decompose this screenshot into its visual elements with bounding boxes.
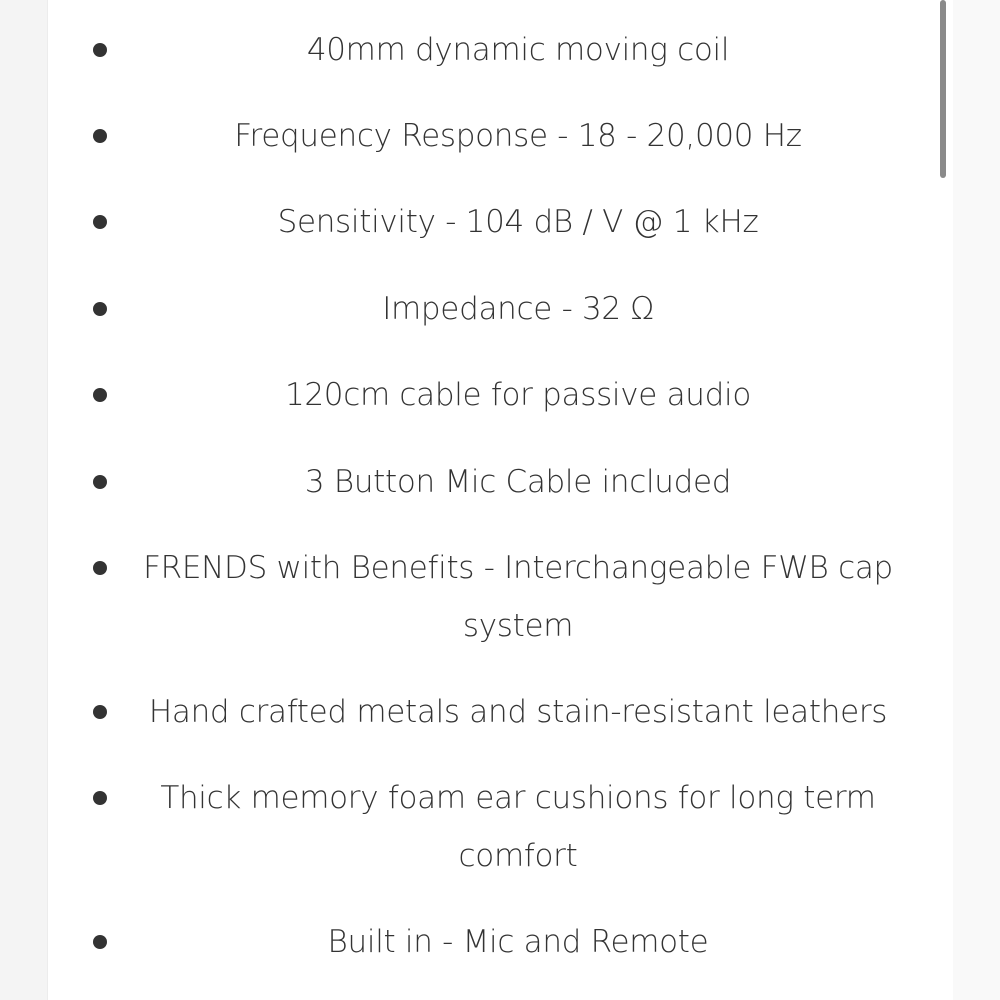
spec-text: 3 Button Mic Cable included	[304, 464, 732, 500]
spec-text: FRENDS with Benefits - Interchangeable FWB cap system	[143, 550, 893, 644]
bullet-icon	[93, 791, 107, 805]
bullet-icon	[93, 935, 107, 949]
spec-text: Frequency Response - 18 - 20,000 Hz	[234, 118, 802, 154]
bullet-icon	[93, 475, 107, 489]
spec-text: 120cm cable for passive audio	[284, 377, 752, 413]
bullet-icon	[93, 302, 107, 316]
bullet-icon	[93, 43, 107, 57]
bullet-icon	[93, 129, 107, 143]
spec-text: Built in - Mic and Remote	[327, 924, 709, 960]
bullet-icon	[93, 561, 107, 575]
scrollbar-thumb[interactable]	[940, 0, 946, 178]
spec-text: Sensitivity - 104 dB / V @ 1 kHz	[277, 204, 759, 240]
bullet-icon	[93, 388, 107, 402]
product-specs-panel	[48, 0, 953, 1000]
bullet-icon	[93, 215, 107, 229]
spec-text: Thick memory foam ear cushions for long term comfort	[160, 780, 876, 874]
left-gutter	[0, 0, 48, 1000]
bullet-icon	[93, 705, 107, 719]
right-gutter	[953, 0, 1000, 1000]
spec-text: Impedance - 32 Ω	[382, 291, 654, 327]
spec-text: 40mm dynamic moving coil	[306, 32, 730, 68]
spec-text: Hand crafted metals and stain-resistant leathers	[148, 694, 888, 730]
